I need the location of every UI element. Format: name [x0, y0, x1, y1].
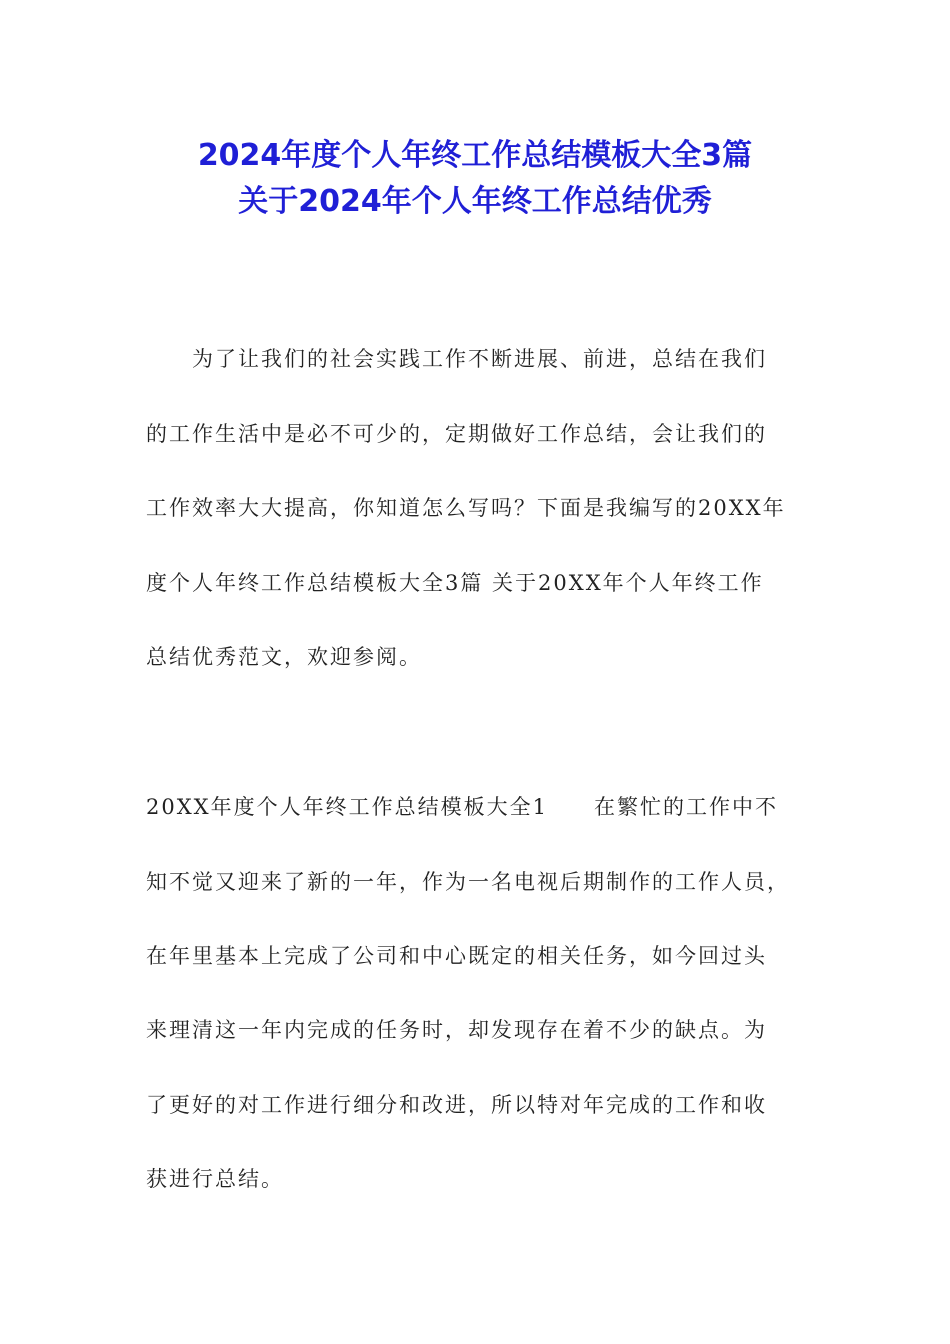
section-line: 在年里基本上完成了公司和中心既定的相关任务，如今回过头 — [146, 944, 767, 968]
intro-line: 为了让我们的社会实践工作不断进展、前进，总结在我们 — [192, 347, 767, 371]
document-title-line-1: 2024年度个人年终工作总结模板大全3篇 — [197, 138, 753, 173]
section-line: 了更好的对工作进行细分和改进，所以特对年完成的工作和收 — [146, 1093, 767, 1117]
intro-line: 度个人年终工作总结模板大全3篇 关于20XX年个人年终工作 — [146, 571, 764, 595]
section-line: 知不觉又迎来了新的一年，作为一名电视后期制作的工作人员， — [146, 870, 790, 894]
document-title-line-2: 关于2024年个人年终工作总结优秀 — [238, 184, 712, 219]
intro-line: 的工作生活中是必不可少的，定期做好工作总结，会让我们的 — [146, 422, 767, 446]
section-line: 获进行总结。 — [146, 1167, 284, 1191]
intro-line: 工作效率大大提高，你知道怎么写吗？下面是我编写的20XX年 — [146, 496, 786, 520]
section-line: 20XX年度个人年终工作总结模板大全1 在繁忙的工作中不 — [146, 795, 778, 819]
intro-line: 总结优秀范文，欢迎参阅。 — [146, 645, 422, 669]
section-line: 来理清这一年内完成的任务时，却发现存在着不少的缺点。为 — [146, 1018, 767, 1042]
